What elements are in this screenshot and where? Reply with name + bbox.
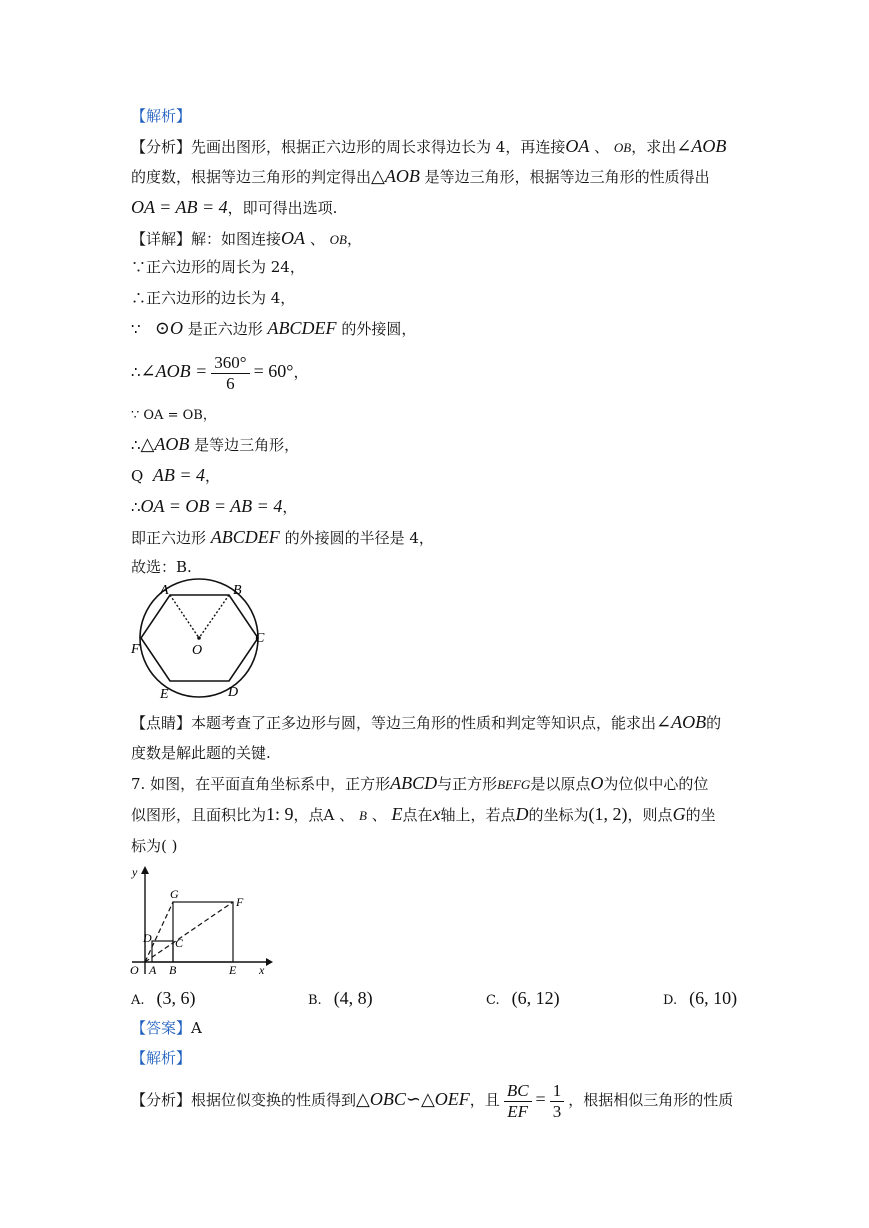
- dianjing-line-2: 度数是解此题的关键.: [131, 744, 271, 762]
- dashed-OF: [145, 902, 233, 962]
- segment-OA: [170, 595, 199, 638]
- label-x: x: [259, 963, 265, 977]
- detail-step-4: ∴∠AOB = $\frac{360^\circ}{6}$ = 60°，: [131, 352, 309, 393]
- section-tag-jiexi: 【解析】: [131, 107, 192, 125]
- detail-step-2: ∴正六边形的边长为 4，: [131, 289, 296, 307]
- analysis-line-1: 【分析】先画出图形，根据正六边形的周长求得边长为 4，再连接OA 、 OB，求出∠AOB: [131, 136, 727, 156]
- label-B: B: [169, 963, 177, 977]
- detail-step-3: ∵ ⊙O 是正六边形 ABCDEF 的外接圆，: [131, 318, 417, 338]
- tag-fenxi-2: 【分析】: [131, 1091, 192, 1109]
- tag-fenxi: 【分析】: [131, 138, 192, 156]
- segment-OB: [199, 595, 229, 638]
- hexagon-in-circle-figure: [128, 578, 278, 704]
- detail-step-7: Q AB = 4，: [131, 465, 221, 485]
- analysis2-line: 【分析】根据位似变换的性质得到△OBC∽△OEF，且 $\frac{BC}{EF}$ = $\frac{1}{3}$ ，根据相似三角形的性质: [131, 1080, 734, 1121]
- q7-line-2: 似图形，且面积比为1: 9，点A 、 B 、 E点在x轴上，若点D的坐标为(1, 2)，则点G的坐: [131, 804, 716, 824]
- small-square: [152, 941, 173, 962]
- detail-step-5: ∵ OA = OB，: [131, 408, 216, 423]
- q7-line-1: 7. 如图，在平面直角坐标系中，正方形ABCD与正方形BEFG是以原点O为位似中心的位: [131, 773, 709, 793]
- q7-line-3: 标为( ): [131, 837, 178, 855]
- label-D: D: [228, 685, 239, 700]
- option-c[interactable]: C. (6, 12): [486, 988, 560, 1008]
- dianjing-line-1: 【点睛】本题考查了正多边形与圆，等边三角形的性质和判定等知识点，能求出∠AOB的: [131, 712, 722, 732]
- answer-line: [131, 1018, 202, 1038]
- detail-step-9: 即正六边形 ABCDEF 的外接圆的半径是 4，: [131, 527, 434, 547]
- analysis-line-3: OA = AB = 4，即可得出选项.: [131, 197, 338, 217]
- option-b[interactable]: B. (4, 8): [308, 988, 373, 1008]
- coordinate-squares-figure: [128, 866, 273, 978]
- label-G: G: [170, 887, 179, 901]
- label-F: F: [131, 642, 140, 657]
- detail-step-1: ∵正六边形的周长为 24，: [131, 258, 305, 276]
- answer-value: A: [191, 1019, 202, 1037]
- y-axis-arrow: [141, 866, 149, 874]
- option-a[interactable]: A. (3, 6): [131, 988, 196, 1008]
- detail-step-10: 故选：B.: [131, 558, 192, 576]
- detail-step-8: ∴OA = OB = AB = 4，: [131, 496, 298, 516]
- label-E: E: [160, 687, 169, 702]
- label-E: E: [229, 963, 237, 977]
- option-d[interactable]: D. (6, 10): [663, 988, 738, 1008]
- label-A: A: [149, 963, 157, 977]
- label-A: A: [160, 583, 169, 598]
- detail-step-6: ∴△AOB 是等边三角形，: [131, 434, 300, 454]
- section-tag-jiexi-2: 【解析】: [131, 1049, 192, 1067]
- label-F: F: [236, 895, 244, 909]
- detail-intro: 【详解】解：如图连接OA 、 OB，: [131, 228, 362, 248]
- x-axis-arrow: [266, 958, 273, 966]
- analysis-line-2: 的度数，根据等边三角形的判定得出△AOB 是等边三角形，根据等边三角形的性质得出: [131, 166, 710, 186]
- label-y: y: [132, 866, 138, 879]
- label-D: D: [143, 931, 152, 945]
- label-C: C: [175, 936, 184, 950]
- label-B: B: [233, 583, 242, 598]
- center-point: [197, 636, 201, 640]
- label-O: O: [192, 643, 203, 658]
- label-O: O: [130, 963, 139, 977]
- tag-xiangjie: 【详解】: [131, 230, 192, 248]
- fraction-bc-over-ef: $\frac{BC}{EF}$: [504, 1081, 532, 1122]
- large-square: [173, 902, 233, 962]
- fraction-1-over-3: $\frac{1}{3}$: [550, 1081, 565, 1122]
- fraction-360-over-6: $\frac{360^\circ}{6}$: [211, 353, 249, 394]
- tag-daan: 【答案】: [131, 1019, 192, 1037]
- label-C: C: [255, 631, 265, 646]
- tag-dianjing: 【点睛】: [131, 714, 192, 732]
